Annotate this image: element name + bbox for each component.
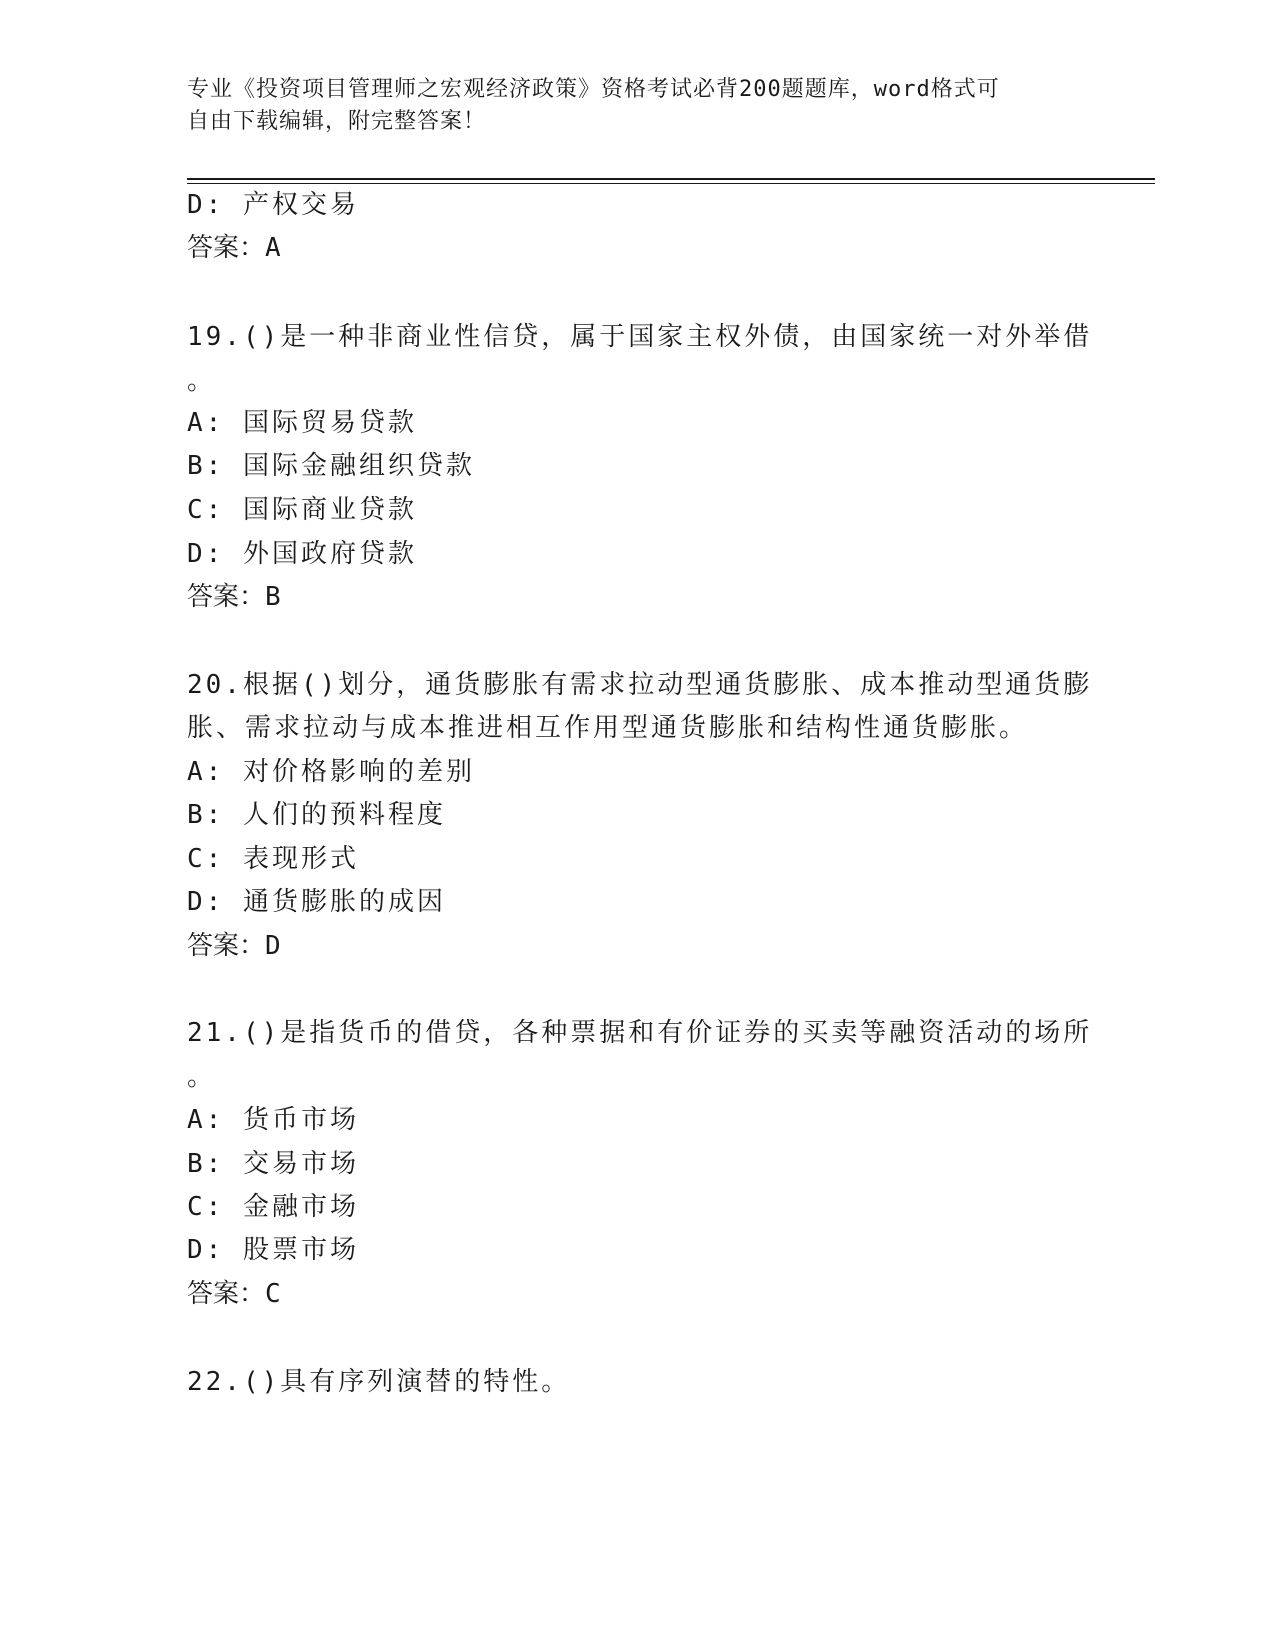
header-line-2: 自由下载编辑，附完整答案！ <box>187 109 487 134</box>
question-20-option-c: C: 表现形式 <box>187 844 359 874</box>
question-21-option-c: C: 金融市场 <box>187 1192 359 1222</box>
answer-value: C <box>265 1279 281 1309</box>
question-21-answer <box>187 1277 281 1311</box>
document-header <box>187 74 1067 138</box>
question-19-option-d: D: 外国政府贷款 <box>187 539 417 569</box>
question-20-option-b: B: 人们的预料程度 <box>187 800 446 830</box>
question-20-stem-line-2: 胀、需求拉动与成本推进相互作用型通货膨胀和结构性通货膨胀。 <box>187 713 1029 743</box>
question-20-stem-line-1: 20.根据()划分，通货膨胀有需求拉动型通货膨胀、成本推动型通货膨 <box>187 670 1093 700</box>
answer-label: 答案： <box>187 582 266 612</box>
question-21-option-d: D: 股票市场 <box>187 1235 359 1265</box>
question-19-stem-line-2: 。 <box>187 366 217 396</box>
question-19-option-a: A: 国际贸易贷款 <box>187 408 417 438</box>
question-21-option-b: B: 交易市场 <box>187 1149 359 1179</box>
question-22-stem-line-1: 22.()具有序列演替的特性。 <box>187 1367 571 1397</box>
header-divider-thick <box>187 178 1155 180</box>
answer-line <box>187 231 281 265</box>
header-line-1: 专业《投资项目管理师之宏观经济政策》资格考试必背200题题库，word格式可 <box>187 77 1000 102</box>
answer-label: 答案： <box>187 233 266 263</box>
question-20-option-a: A: 对价格影响的差别 <box>187 757 475 787</box>
answer-label: 答案： <box>187 931 266 961</box>
answer-value: A <box>265 233 281 263</box>
question-21-stem-line-1: 21.()是指货币的借贷，各种票据和有价证券的买卖等融资活动的场所 <box>187 1018 1093 1048</box>
question-21-option-a: A: 货币市场 <box>187 1105 359 1135</box>
answer-value: B <box>265 582 281 612</box>
question-20-answer <box>187 929 281 963</box>
question-19-answer <box>187 580 281 614</box>
header-divider-thin <box>187 183 1155 184</box>
answer-label: 答案： <box>187 1279 266 1309</box>
question-19-stem-line-1: 19.()是一种非商业性信贷，属于国家主权外债，由国家统一对外举借 <box>187 322 1093 352</box>
option-d: D: 产权交易 <box>187 190 359 220</box>
question-19-option-b: B: 国际金融组织贷款 <box>187 451 475 481</box>
question-20-option-d: D: 通货膨胀的成因 <box>187 887 446 917</box>
answer-value: D <box>265 931 281 961</box>
question-21-stem-line-2: 。 <box>187 1062 217 1092</box>
question-19-option-c: C: 国际商业贷款 <box>187 495 417 525</box>
